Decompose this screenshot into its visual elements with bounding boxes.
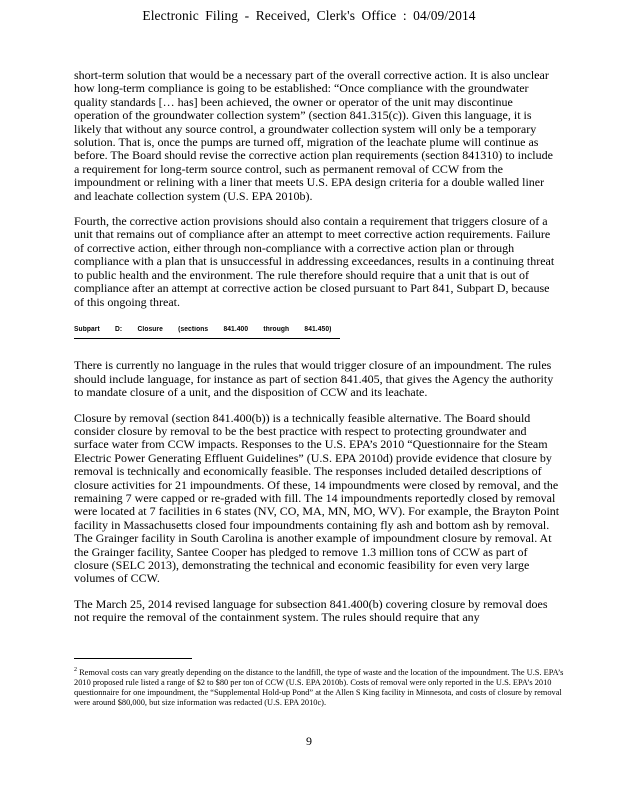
paragraph-corrective-action-solution: short-term solution that would be a necessary part of the overall corrective action. It is also unclear how long-term compliance is going to be established: “Once compliance with the groundwater quality standards [… has] been achieved, the owner or operator of the unit may discontinue operation of the groundwater collection system” (section 841.315(c)). Given this language, it is likely that without any source control, a groundwater collection system will only be a temporary solution. That is, once the pumps are turned off, migration of the leachate plume will continue as before. The Board should revise the corrective action plan requirements (section 841310) to include a requirement for long-term source control, such as permanent removal of CCW from the impoundment or relining with a liner that meets U.S. EPA design criteria for a double walled liner and leachate collection system (U.S. EPA 2010b). (74, 68, 553, 203)
paragraph-closure-by-removal: Closure by removal (section 841.400(b)) is a technically feasible alternative. The Board should consider closure by removal to be the best practice with respect to protecting groundwater and surface water from CCW impacts. Responses to the U.S. EPA’s 2010 “Questionnaire for the Steam Electric Power Generating Effluent Guidelines” (U.S. EPA 2010d) provide evidence that closure by removal is technically and economically feasible. The responses included detailed descriptions of closure activities for 21 impoundments. Of these, 14 impoundments were closed by removal, and the remaining 7 were capped or re-graded with fill. The 14 impoundments reportedly closed by removal were located at 7 facilities in 6 states (NV, CO, MA, MN, MO, WV). For example, the Brayton Point facility in Massachusetts closed four impoundments containing fly ash and bottom ash by removal. The Grainger facility in South Carolina is another example of impoundment closure by removal. At the Grainger facility, Santee Cooper has pledged to remove 1.3 million tons of CCW as part of closure (SELC 2013), demonstrating the technical and economic feasibility for even very large volumes of CCW. (74, 410, 560, 586)
filing-header: Electronic Filing - Received, Clerk's Office : 04/09/2014 (142, 8, 476, 23)
footnote-mark: 2 (74, 667, 77, 673)
document-body (74, 69, 560, 637)
paragraph-fourth-point: Fourth, the corrective action provisions should also contain a requirement that triggers closure of a unit that remains out of compliance after an attempt to meet corrective action requirements. Failure of corrective action, either through non-compliance with a corrective action plan or through compliance with a plan that is unsuccessful in addressing exceedances, results in a continuing threat to public health and the environment. The rule therefore should require that a unit that is out of compliance after an attempt at corrective action be closed pursuant to Part 841, Subpart D, because of this ongoing threat. (74, 214, 555, 309)
footnote-divider (74, 658, 192, 659)
paragraph-closure-trigger: There is currently no language in the rules that would trigger closure of an impoundment. The rules should include language, for instance as part of section 841.405, that gives the Agency the authority to mandate closure of a unit, and the disposition of CCW and its leachate. (74, 358, 554, 400)
footnote-text: Removal costs can vary greatly depending on the distance to the landfill, the type of waste and the location of the impoundment. The U.S. EPA’s 2010 proposed rule listed a range of $2 to $80 per ton of CCW (U.S. EPA 2010b). Costs of removal were only reported in the U.S. EPA’s 2010 questionnaire for one impoundment, the “Supplemental Hold-up Pond” at the Allen S King facility in Minnesota, and costs of closure by removal were around $80,000, but size information was redacted (U.S. EPA 2010c). (74, 667, 564, 707)
footnote (74, 666, 564, 707)
section-heading-subpart-d: Subpart D: Closure (sections 841.400 through 841.450) (74, 323, 340, 339)
paragraph-revised-language: The March 25, 2014 revised language for subsection 841.400(b) covering closure by removal does not require the removal of the containment system. The rules should require that any (74, 596, 548, 625)
page-number: 9 (306, 734, 312, 748)
